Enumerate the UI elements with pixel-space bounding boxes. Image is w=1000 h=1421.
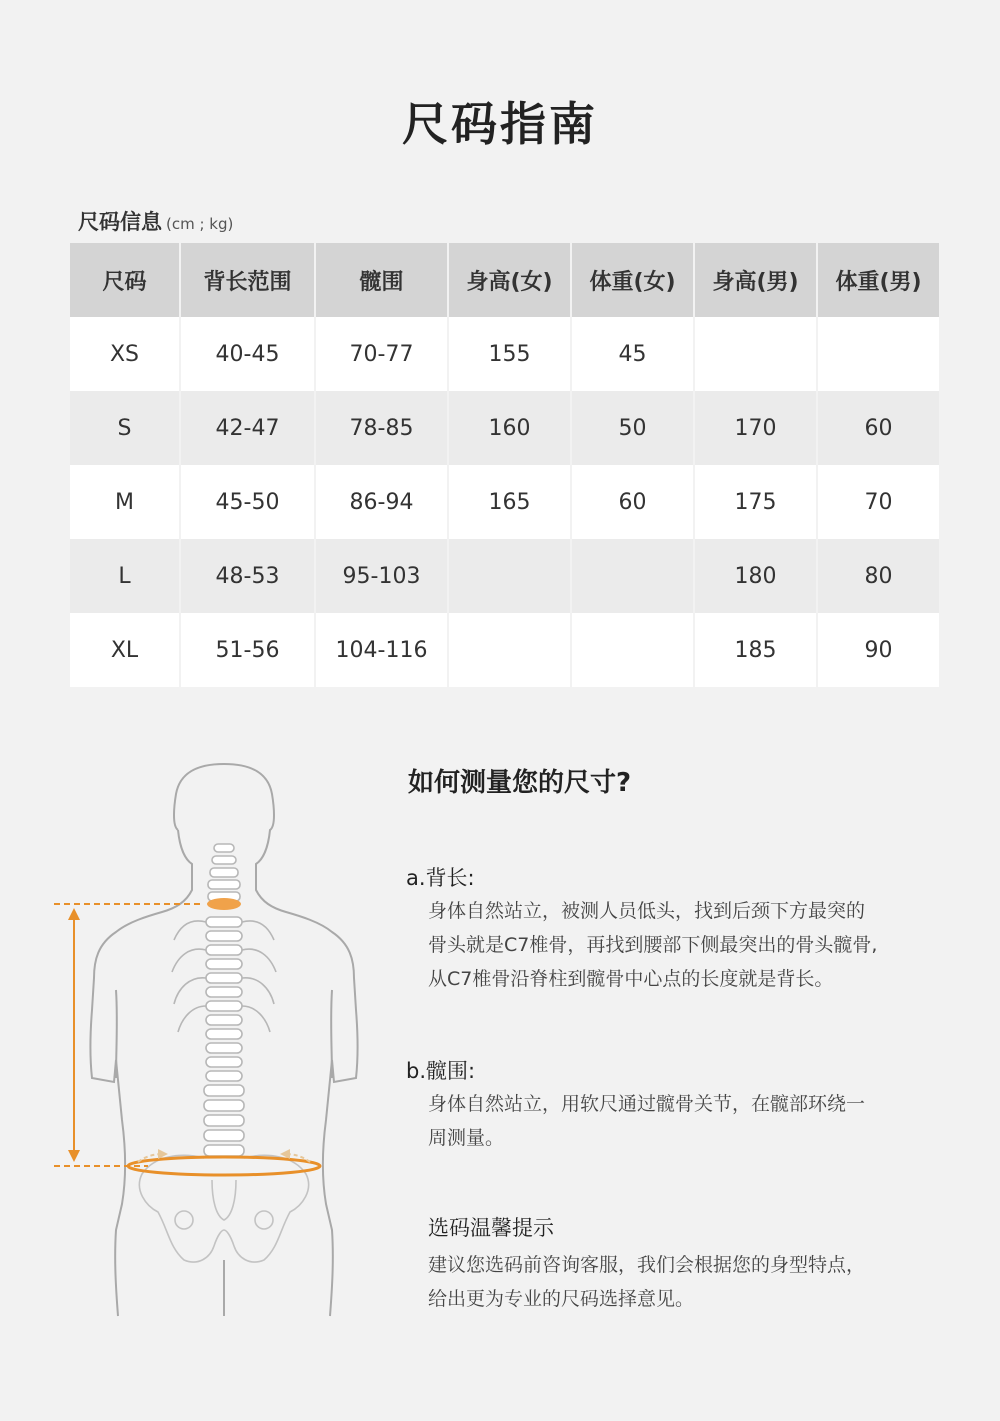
size-info-unit: (cm ; kg) [166,215,234,233]
c7-vertebra-icon [207,898,241,910]
text-line: 身体自然站立，用软尺通过髋骨关节，在髋部环绕一 [428,1093,866,1115]
back-length-description [428,894,958,996]
text-line: 周测量。 [428,1127,505,1149]
table-header-row [70,243,939,317]
text-line: 骨头就是C7椎骨，再找到腰部下侧最突出的骨头髋骨, [428,934,878,956]
table-cell: 70 [818,465,939,539]
table-cell: 185 [695,613,818,687]
table-cell: 60 [572,465,695,539]
hip-heading: b.髋围: [406,1059,476,1083]
how-to-measure-title: 如何测量您的尺寸? [408,768,632,798]
spine-illustration [172,844,276,1156]
table-cell [695,317,818,391]
table-cell: 78-85 [316,391,449,465]
table-cell: M [70,465,181,539]
table-row [70,465,939,539]
table-row [70,317,939,391]
header-height-female: 身高(女) [449,243,572,317]
text-line: 建议您选码前咨询客服，我们会根据您的身型特点， [428,1254,866,1276]
back-length-heading: a.背长: [406,866,475,890]
header-weight-male: 体重(男) [818,243,939,317]
table-cell: 60 [818,391,939,465]
header-back-length: 背长范围 [181,243,316,317]
table-cell: L [70,539,181,613]
body-back-illustration [50,760,380,1320]
table-row [70,613,939,687]
table-cell: XL [70,613,181,687]
size-table [70,243,939,687]
table-cell: 45 [572,317,695,391]
table-cell: 165 [449,465,572,539]
table-cell: S [70,391,181,465]
table-cell: 155 [449,317,572,391]
table-row [70,539,939,613]
pelvis-illustration [139,1155,308,1262]
tips-description [428,1248,958,1316]
table-cell: 175 [695,465,818,539]
size-info-label [78,206,233,236]
table-cell: 40-45 [181,317,316,391]
table-cell: 48-53 [181,539,316,613]
table-cell: 86-94 [316,465,449,539]
text-line: 给出更为专业的尺码选择意见。 [428,1288,695,1310]
table-cell: 95-103 [316,539,449,613]
back-length-arrow [54,904,202,1166]
table-cell: 170 [695,391,818,465]
table-row [70,391,939,465]
header-size: 尺码 [70,243,181,317]
table-cell: 42-47 [181,391,316,465]
header-weight-female: 体重(女) [572,243,695,317]
table-cell: 70-77 [316,317,449,391]
table-cell [449,613,572,687]
table-cell [449,539,572,613]
table-cell: 160 [449,391,572,465]
header-height-male: 身高(男) [695,243,818,317]
hip-description [428,1087,958,1155]
table-cell: 104-116 [316,613,449,687]
table-cell: 180 [695,539,818,613]
table-cell: 80 [818,539,939,613]
table-cell [572,539,695,613]
tips-heading: 选码温馨提示 [428,1216,554,1240]
table-cell: 50 [572,391,695,465]
table-cell: 45-50 [181,465,316,539]
size-info-text: 尺码信息 [78,210,162,234]
table-cell: XS [70,317,181,391]
page-title: 尺码指南 [402,97,598,151]
table-cell: 51-56 [181,613,316,687]
header-hip: 髋围 [316,243,449,317]
table-cell [572,613,695,687]
text-line: 身体自然站立，被测人员低头，找到后颈下方最突的 [428,900,866,922]
text-line: 从C7椎骨沿脊柱到髋骨中心点的长度就是背长。 [428,968,834,990]
table-cell: 90 [818,613,939,687]
table-cell [818,317,939,391]
